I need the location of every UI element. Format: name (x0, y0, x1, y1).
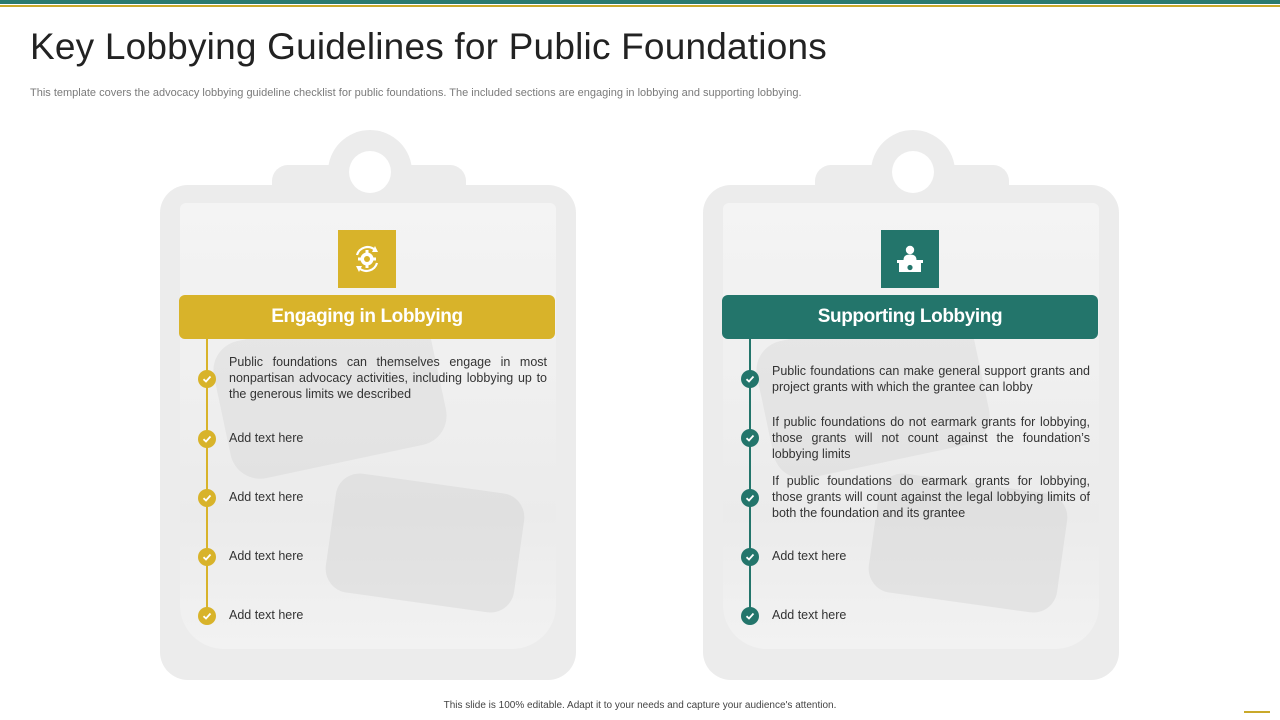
page-title: Key Lobbying Guidelines for Public Foundations (30, 26, 827, 67)
check-icon (198, 548, 216, 566)
top-accent-bar (0, 0, 1280, 4)
check-icon (741, 429, 759, 447)
footer-note: This slide is 100% editable. Adapt it to your needs and capture your audience's attention. (443, 700, 837, 711)
check-icon (198, 489, 216, 507)
check-icon (741, 370, 759, 388)
list-item-text: Public foundations can make general support grants and project grants with which the grantee can lobby (772, 364, 1090, 394)
section-heading-supporting: Supporting Lobbying (722, 295, 1098, 339)
clipboard-hole (892, 151, 934, 193)
page-subtitle: This template covers the advocacy lobbying guideline checklist for public foundations. The included sections are engaging in lobbying and supporting lobbying. (30, 87, 802, 99)
list-item-text: Add text here (229, 431, 304, 445)
list-item-text: Add text here (772, 549, 847, 563)
check-icon (198, 370, 216, 388)
list-item-text: Add text here (229, 490, 304, 504)
list-item-text: Public foundations can themselves engage in most nonpartisan advocacy activities, including lobbying up to the generous limits we described (229, 355, 547, 401)
check-icon (198, 607, 216, 625)
list-item-text: If public foundations do not earmark grants for lobbying, those grants will not count against the foundation’s lobbying limits (772, 415, 1090, 461)
clipboard-supporting (703, 130, 1119, 682)
section-heading-engaging: Engaging in Lobbying (179, 295, 555, 339)
list-item-text: If public foundations do earmark grants for lobbying, those grants will count against the legal lobbying limits of both the foundation and its grantee (772, 474, 1090, 520)
check-icon (198, 430, 216, 448)
check-icon (741, 489, 759, 507)
list-item-text: Add text here (229, 608, 304, 622)
list-item-text: Add text here (229, 549, 304, 563)
list-item-text: Add text here (772, 608, 847, 622)
top-accent-line (0, 5, 1280, 7)
footer-accent-line (1244, 711, 1270, 713)
gear-cycle-icon (338, 230, 396, 288)
clipboard-hole (349, 151, 391, 193)
check-icon (741, 548, 759, 566)
check-icon (741, 607, 759, 625)
person-at-desk-icon (881, 230, 939, 288)
clipboard-engaging (160, 130, 576, 682)
